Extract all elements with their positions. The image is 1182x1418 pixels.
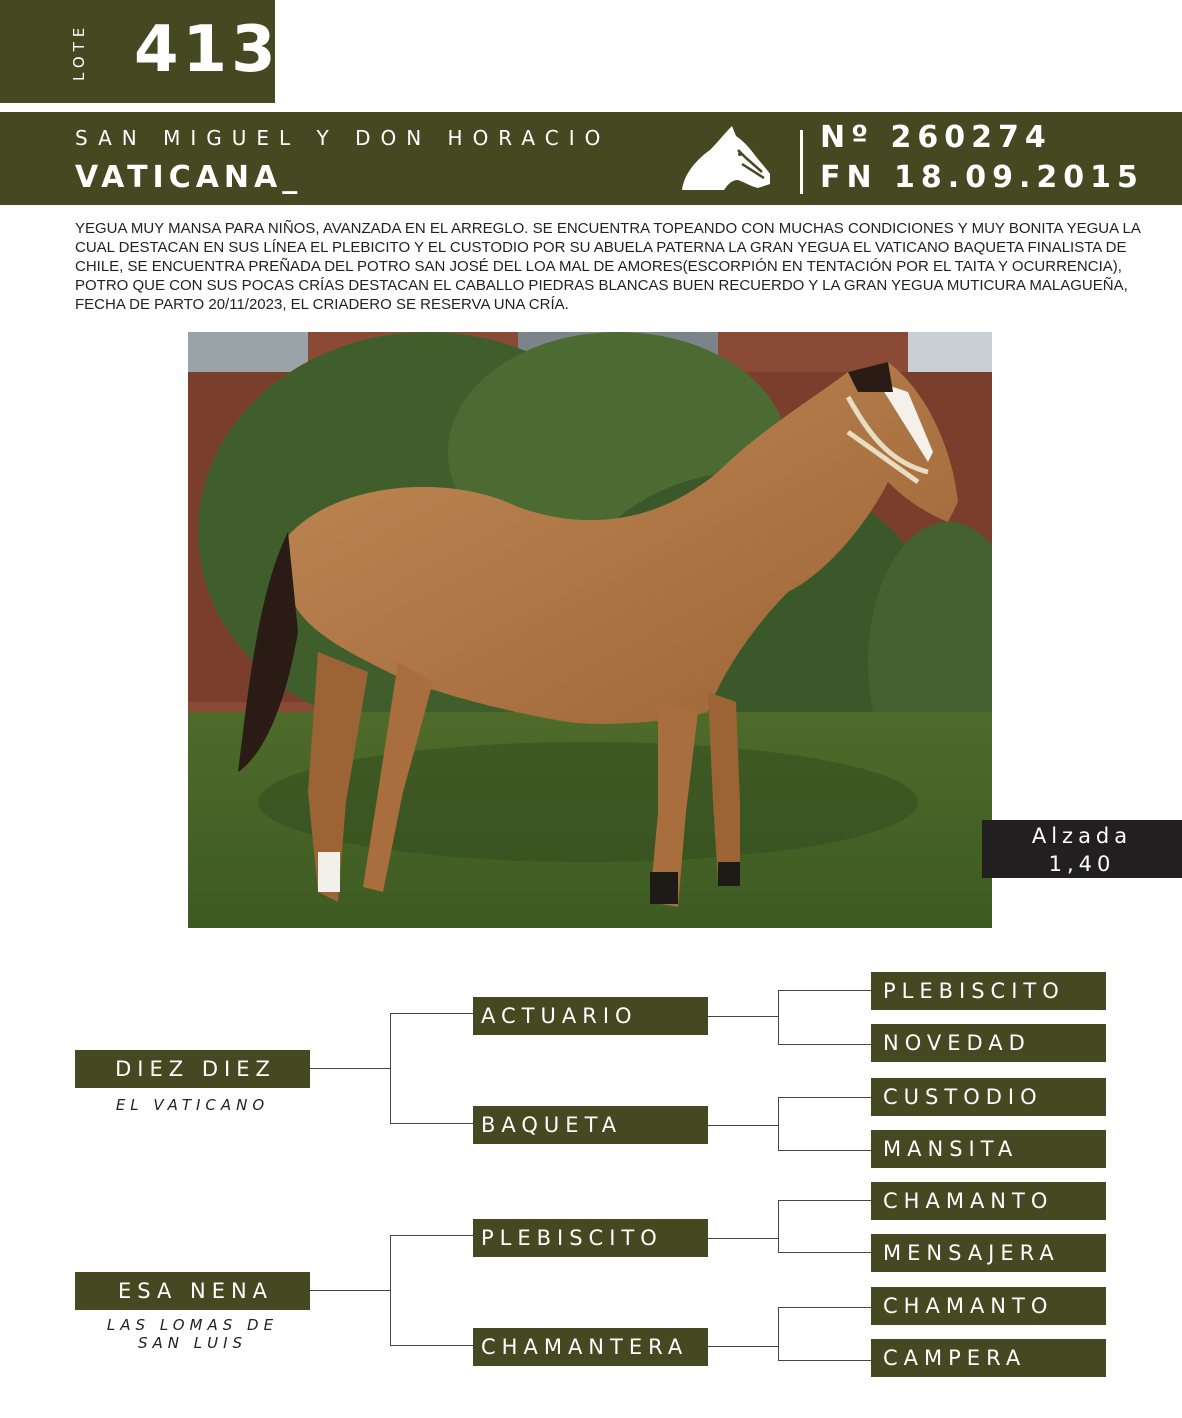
horse-photo xyxy=(188,332,992,928)
pedigree-line xyxy=(778,990,779,1045)
pedigree-line xyxy=(778,1097,871,1098)
pedigree-line xyxy=(778,990,871,991)
dam-breeder xyxy=(75,1316,310,1352)
great-grandparent-box xyxy=(871,1287,1106,1325)
lot-number: 413 xyxy=(134,13,280,87)
dam-box xyxy=(75,1272,310,1310)
pedigree-line xyxy=(778,1097,779,1151)
pedigree-line xyxy=(778,1360,871,1361)
pedigree-line xyxy=(778,1200,871,1201)
grandparent-box xyxy=(473,1328,708,1366)
registration-number: Nº 260274 xyxy=(820,120,1052,155)
great-grandparent-name: NOVEDAD xyxy=(883,1031,1031,1055)
description-text: YEGUA MUY MANSA PARA NIÑOS, AVANZADA EN EL ARREGLO. SE ENCUENTRA TOPEANDO CON MUCHAS CONDICIONES Y MUY BONITA YEGUA LA CUAL DESTACAN EN SUS LÍNEA EL PLEBICITO Y EL CUSTODIO POR SU ABUELA PATERNA LA GRAN YEGUA EL VATICANO BAQUETA FINALISTA DE CHILE, SE ENCUENTRA PREÑADA DEL POTRO SAN JOSÉ DEL LOA MAL DE AMORES(ESCORPIÓN EN TENTACIÓN POR EL TAITA Y OCURRENCIA), POTRO QUE CON SUS POCAS CRÍAS DESTACAN EL CABALLO PIEDRAS BLANCAS BUEN RECUERDO Y LA GRAN YEGUA MUTICURA MALAGUEÑA, FECHA DE PARTO 20/11/2023, EL CRIADERO SE RESERVA UNA CRÍA. xyxy=(75,220,1141,313)
great-grandparent-name: CUSTODIO xyxy=(883,1085,1043,1109)
pedigree-line xyxy=(778,1150,871,1151)
dam-breeder-line2: SAN LUIS xyxy=(137,1334,248,1352)
great-grandparent-name: MENSAJERA xyxy=(883,1241,1060,1265)
pedigree-line xyxy=(310,1290,390,1291)
pedigree-line xyxy=(708,1238,778,1239)
great-grandparent-name: MANSITA xyxy=(883,1137,1019,1161)
pedigree-line xyxy=(708,1016,778,1017)
height-label: Alzada xyxy=(1031,824,1133,848)
breeder-name: SAN MIGUEL Y DON HORACIO xyxy=(75,126,611,150)
lot-box xyxy=(0,0,280,103)
pedigree-line xyxy=(390,1235,473,1236)
grandparent-name: ACTUARIO xyxy=(481,1004,638,1028)
great-grandparent-box xyxy=(871,1130,1106,1168)
pedigree-line xyxy=(708,1346,778,1347)
great-grandparent-name: CHAMANTO xyxy=(883,1189,1054,1213)
pedigree-line xyxy=(778,1044,871,1045)
sire-name: DIEZ DIEZ xyxy=(115,1057,276,1081)
horse-name: VATICANA_ xyxy=(75,160,303,195)
height-box xyxy=(982,820,1182,878)
great-grandparent-box xyxy=(871,1182,1106,1220)
grandparent-box xyxy=(473,1106,708,1144)
grandparent-box xyxy=(473,997,708,1035)
great-grandparent-box xyxy=(871,1339,1106,1377)
lot-label: LOTE xyxy=(70,22,88,82)
pedigree-line xyxy=(310,1068,390,1069)
great-grandparent-name: CHAMANTO xyxy=(883,1294,1054,1318)
pedigree-line xyxy=(708,1125,778,1126)
great-grandparent-name: PLEBISCITO xyxy=(883,979,1065,1003)
dam-breeder-line1: LAS LOMAS DE xyxy=(106,1316,279,1334)
grandparent-name: CHAMANTERA xyxy=(481,1335,689,1359)
grandparent-name: BAQUETA xyxy=(481,1113,623,1137)
pedigree-line xyxy=(390,1013,391,1124)
pedigree-line xyxy=(778,1307,871,1308)
pedigree-line xyxy=(390,1123,473,1124)
great-grandparent-box xyxy=(871,972,1106,1010)
pedigree-line xyxy=(778,1252,871,1253)
great-grandparent-box xyxy=(871,1234,1106,1272)
pedigree-line xyxy=(390,1345,473,1346)
pedigree-line xyxy=(390,1013,473,1014)
pedigree-line xyxy=(390,1235,391,1346)
birth-date: FN 18.09.2015 xyxy=(820,160,1144,195)
grandparent-box xyxy=(473,1219,708,1257)
sire-breeder: EL VATICANO xyxy=(115,1096,270,1114)
great-grandparent-box xyxy=(871,1078,1106,1116)
pedigree-line xyxy=(778,1200,779,1253)
great-grandparent-name: CAMPERA xyxy=(883,1346,1027,1370)
grandparent-name: PLEBISCITO xyxy=(481,1226,663,1250)
height-value: 1,40 xyxy=(1048,852,1116,876)
sire-box xyxy=(75,1050,310,1088)
header-divider xyxy=(800,130,803,194)
horse-head-icon xyxy=(680,124,772,194)
great-grandparent-box xyxy=(871,1024,1106,1062)
dam-name: ESA NENA xyxy=(117,1279,274,1303)
pedigree-line xyxy=(778,1307,779,1361)
